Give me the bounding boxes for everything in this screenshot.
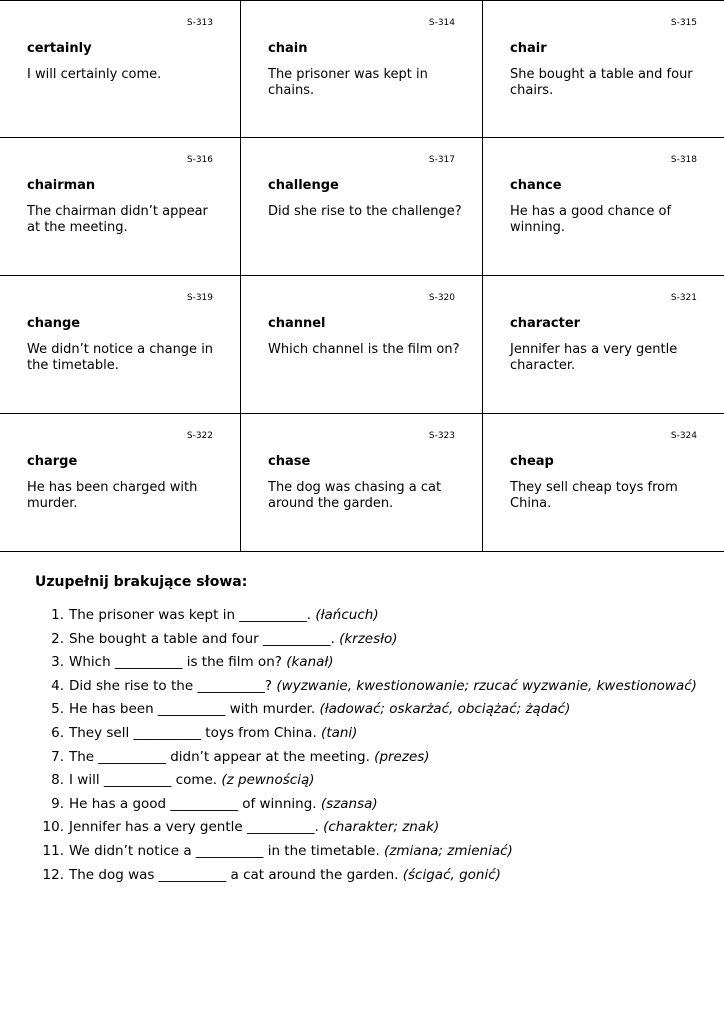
item-text: The dog was __________ a cat around the garden. xyxy=(69,866,399,883)
card-code: S-323 xyxy=(428,431,455,441)
exercise-item xyxy=(36,840,697,864)
exercise-item xyxy=(36,628,697,652)
card-word: challenge xyxy=(268,178,339,193)
item-text: They sell __________ toys from China. xyxy=(69,724,317,741)
item-number: 7. xyxy=(51,748,64,765)
exercise-item xyxy=(36,604,697,628)
card-word: chain xyxy=(268,41,308,56)
card-code: S-313 xyxy=(186,18,213,28)
exercise-item xyxy=(36,651,697,675)
exercise-list xyxy=(36,604,697,887)
flashcard xyxy=(0,138,241,276)
item-text: The __________ didn’t appear at the meeting. xyxy=(69,748,370,765)
card-code: S-321 xyxy=(670,293,697,303)
item-text: The prisoner was kept in __________. xyxy=(69,607,312,623)
flashcard xyxy=(0,0,241,138)
card-word: certainly xyxy=(27,41,92,56)
card-code: S-315 xyxy=(670,18,697,28)
flashcard xyxy=(483,276,724,414)
item-text: He has a good __________ of winning. xyxy=(69,795,317,812)
item-text: Which __________ is the film on? xyxy=(69,654,282,671)
exercise-title: Uzupełnij brakujące słowa: xyxy=(35,574,248,590)
card-sentence: Jennifer has a very gentle character. xyxy=(510,342,678,373)
card-sentence: The dog was chasing a cat around the garden. xyxy=(268,480,442,511)
card-sentence: They sell cheap toys from China. xyxy=(510,480,678,511)
flashcard xyxy=(241,414,483,552)
card-code: S-314 xyxy=(428,18,455,28)
item-hint: (łańcuch) xyxy=(315,607,379,623)
exercise-item xyxy=(36,769,697,793)
card-code: S-322 xyxy=(186,431,213,441)
item-hint: (z pewnością) xyxy=(221,772,315,789)
card-sentence: He has been charged with murder. xyxy=(27,480,198,511)
card-sentence: Did she rise to the challenge? xyxy=(268,204,462,219)
item-number: 1. xyxy=(51,607,64,623)
item-hint: (szansa) xyxy=(320,795,378,812)
card-sentence: The prisoner was kept in chains. xyxy=(268,67,428,98)
card-word: chase xyxy=(268,454,311,469)
flashcard xyxy=(241,138,483,276)
card-code: S-319 xyxy=(186,293,213,303)
exercise-item xyxy=(36,793,697,817)
flashcard xyxy=(483,414,724,552)
item-hint: (ścigać, gonić) xyxy=(402,866,501,883)
card-word: change xyxy=(27,316,81,331)
item-hint: (krzesło) xyxy=(339,630,398,647)
item-number: 4. xyxy=(51,677,64,694)
item-number: 5. xyxy=(51,701,64,718)
flashcard xyxy=(483,138,724,276)
item-text: I will __________ come. xyxy=(69,772,218,789)
item-hint: (ładować; oskarżać, obciążać; żądać) xyxy=(319,701,571,718)
item-number: 9. xyxy=(51,795,64,812)
exercise-item xyxy=(36,864,697,888)
item-hint: (charakter; znak) xyxy=(323,819,440,836)
card-word: charge xyxy=(27,454,78,469)
exercise-item xyxy=(36,722,697,746)
item-number: 10. xyxy=(42,819,64,836)
item-hint: (wyzwanie, kwestionowanie; rzucać wyzwanie, kwestionować) xyxy=(276,677,697,694)
item-hint: (tani) xyxy=(321,724,358,741)
card-word: character xyxy=(510,316,581,331)
item-number: 2. xyxy=(51,630,64,647)
card-word: channel xyxy=(268,316,326,331)
flashcard xyxy=(0,276,241,414)
card-word: chance xyxy=(510,178,562,193)
exercise-item xyxy=(36,698,697,722)
flashcard xyxy=(0,414,241,552)
card-word: chair xyxy=(510,41,547,56)
card-sentence: The chairman didn’t appear at the meeting. xyxy=(27,204,208,235)
flashcard xyxy=(241,276,483,414)
card-sentence: He has a good chance of winning. xyxy=(510,204,672,235)
item-text: Jennifer has a very gentle __________. xyxy=(69,819,319,836)
card-code: S-317 xyxy=(428,155,455,165)
card-code: S-320 xyxy=(428,293,455,303)
item-number: 8. xyxy=(51,772,64,789)
flashcard xyxy=(483,0,724,138)
item-hint: (zmiana; zmieniać) xyxy=(384,842,513,859)
exercise-item xyxy=(36,746,697,770)
card-sentence: We didn’t notice a change in the timetable. xyxy=(27,342,214,373)
exercise-item xyxy=(36,816,697,840)
item-text: We didn’t notice a __________ in the timetable. xyxy=(69,842,380,859)
card-sentence: She bought a table and four chairs. xyxy=(510,67,693,98)
card-code: S-324 xyxy=(670,431,697,441)
card-sentence: I will certainly come. xyxy=(27,67,162,82)
exercise-item xyxy=(36,675,697,699)
flashcard xyxy=(241,0,483,138)
card-code: S-316 xyxy=(186,155,213,165)
item-hint: (kanał) xyxy=(286,654,334,671)
item-number: 3. xyxy=(51,654,64,671)
item-number: 12. xyxy=(42,866,64,883)
card-sentence: Which channel is the film on? xyxy=(268,342,460,357)
item-text: Did she rise to the __________? xyxy=(69,677,273,694)
card-word: chairman xyxy=(27,178,96,193)
item-hint: (prezes) xyxy=(374,748,430,765)
item-number: 11. xyxy=(42,842,64,859)
item-text: He has been __________ with murder. xyxy=(69,701,316,718)
card-code: S-318 xyxy=(670,155,697,165)
card-word: cheap xyxy=(510,454,554,469)
item-text: She bought a table and four __________. xyxy=(69,630,335,647)
item-number: 6. xyxy=(51,724,64,741)
